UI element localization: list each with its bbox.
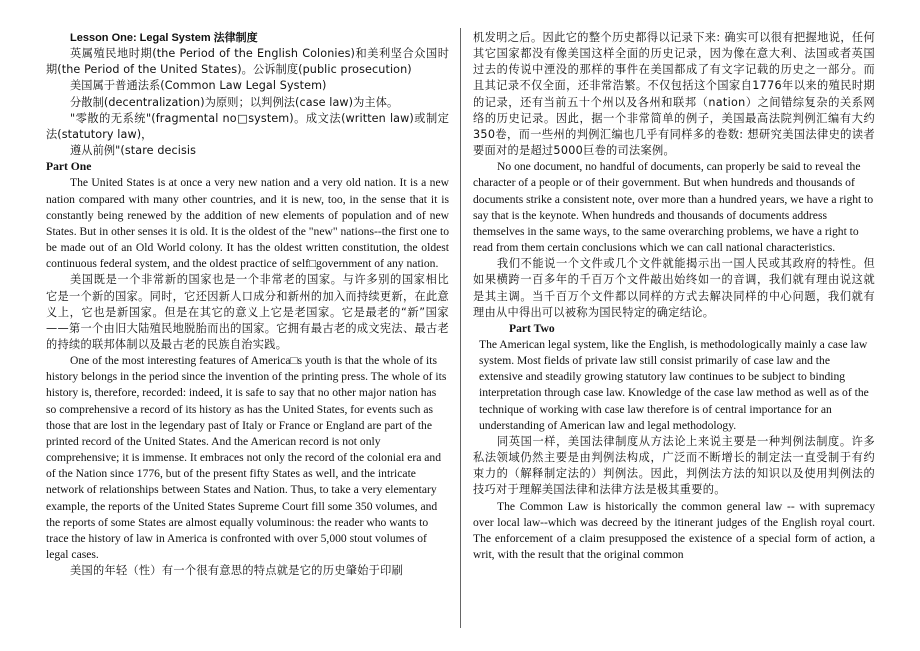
part-two-heading: Part Two [509,321,555,335]
note-stare-decisis: 遵从前例"(stare decisis [70,144,197,158]
para1-english: The United States is at once a very new nation and a very old nation. It is a new nation compared with many other countries, and it is new, too, in the sense that it is constantly being renewed by the addition of new elements of population and of new States. But in other senses it is old. It is the oldest of the "new" nations--the first one to be made out of an Old World colony. It has the oldest written constitution, the oldest continuous federal system, and the oldest practice of self□government of any nation. [46,176,449,271]
lesson-title: Lesson One: Legal System 法律制度 [70,32,258,44]
part-one-heading: Part One [46,160,92,174]
para2-chinese-continued: 机发明之后。因此它的整个历史都得以记录下来: 确实可以很有把握地说，任何其它国家都没有像美国这样全面的历史记录，因为像在意大利、法国或者英国过去的传说中湮没的那样的事件在美国都成了有文字记载的历史之一部分。而且其记录不仅全面，还非常浩繁。不仅包括这个国家自1776年以来的殖民时期的记录，还有当前五十个州以及各州和联邦（nation）之间错综复杂的关系网络的历史记录。因此，据一个非常简单的例子，美国最高法院判例汇编有大约350卷，而一些州的判例汇编也几乎有同样多的卷数: 想研究美国法律史的读者要面对的是超过5000巨卷的司法案例。 [473,31,875,158]
para1-chinese: 美国既是一个非常新的国家也是一个非常老的国家。与许多别的国家相比它是一个新的国家。同时，它还因新人口成分和新州的加入而持续更新，在此意义上，它也是新国家。但是在其它的意义上它是老国家。它是最老的“新”国家——第一个由旧大陆殖民地脱胎而出的国家。它拥有最古老的成文宪法、最古老的持续的联邦体制以及最古老的民族自治实践。 [46,273,449,351]
note-common-law-system: 美国属于普通法系(Common Law Legal System) [70,79,327,93]
left-column [46,30,449,579]
column-divider [460,28,461,628]
para4-english: The American legal system, like the English, is methodologically mainly a case law system. Most fields of private law still consist primarily of case law and the extensive and steadily growing statutory law continues to be subject to binding interpretation through case law. Knowledge of the case law method as well as of the technique of working with case law therefore is of central importance for an understanding of American law and legal methodology. [479,337,869,432]
para3-english: No one document, no handful of documents, can properly be said to reveal the character of a people or of their government. But when hundreds and thousands of documents strike a consistent note, over more than a hundred years, we have a right to say that is the keynote. When hundreds and thousands of documents address themselves in the same ways, to the same overarching problems, we have a right to read from them certain conclusions which we can call national characteristics. [473,160,874,255]
note-decentralization: 分散制(decentralization)为原则；以判例法(case law)为主体。 [70,95,399,109]
para2-chinese-start: 美国的年轻（性）有一个很有意思的特点就是它的历史肇始于印刷 [70,564,404,578]
note-written-law: "零散的无系统"(fragmental no□system)。成文法(written law)或制定法(statutory law)， [46,111,449,141]
note-colonial-periods: 英属殖民地时期(the Period of the English Colonies)和美利坚合众国时期(the Period of the United States)。公诉制度(public prosecution) [46,47,449,77]
para3-chinese: 我们不能说一个文件或几个文件就能揭示出一国人民或其政府的特性。但如果横跨一百多年的千百万个文件敲出始终如一的音调，我们就有理由说这就是其主调。当千百万个文件都以同样的方式去解决同样的中心问题，我们就有理由从中得出可以被称为国民特定的确定结论。 [473,257,875,319]
para2-english: One of the most interesting features of America□s youth is that the whole of its history belongs in the period since the invention of the printing press. The whole of its history is, therefore, recorded: indeed, it is safe to say that no other major nation has so comprehensive a record of its history as has the United States, for events such as those that are lost in the legendary past of Italy or France or England are part of the printed record of the United States. And the American record is not only comprehensive; it is immense. It embraces not only the record of the colonial era and of the Nation since 1776, but of the present fifty States as well, and the intricate network of relationships between States and Nation. Thus, to take a very elementary example, the reports of the United States Supreme Court fill some 350 volumes, and the reports of some States are almost equally voluminous: the reader who wants to trace the history of law in America is confronted with over 5,000 stout volumes of legal cases. [46,354,447,561]
para4-chinese: 同英国一样，美国法律制度从方法论上来说主要是一种判例法制度。许多私法领域仍然主要是由判例法构成，广泛而不断增长的制定法一直受制于有约束力的（解释制定法的）判例法。因此，判例法方法的知识以及使用判例法的技巧对于理解美国法律和法律方法是极其重要的。 [473,434,875,497]
right-column [473,30,875,563]
para5-english: The Common Law is historically the common general law -- with supremacy over local law--which was decreed by the itinerant judges of the English royal court. The enforcement of a claim presupposed the existence of a special form of action, a writ, with the result that the original common [473,499,875,561]
